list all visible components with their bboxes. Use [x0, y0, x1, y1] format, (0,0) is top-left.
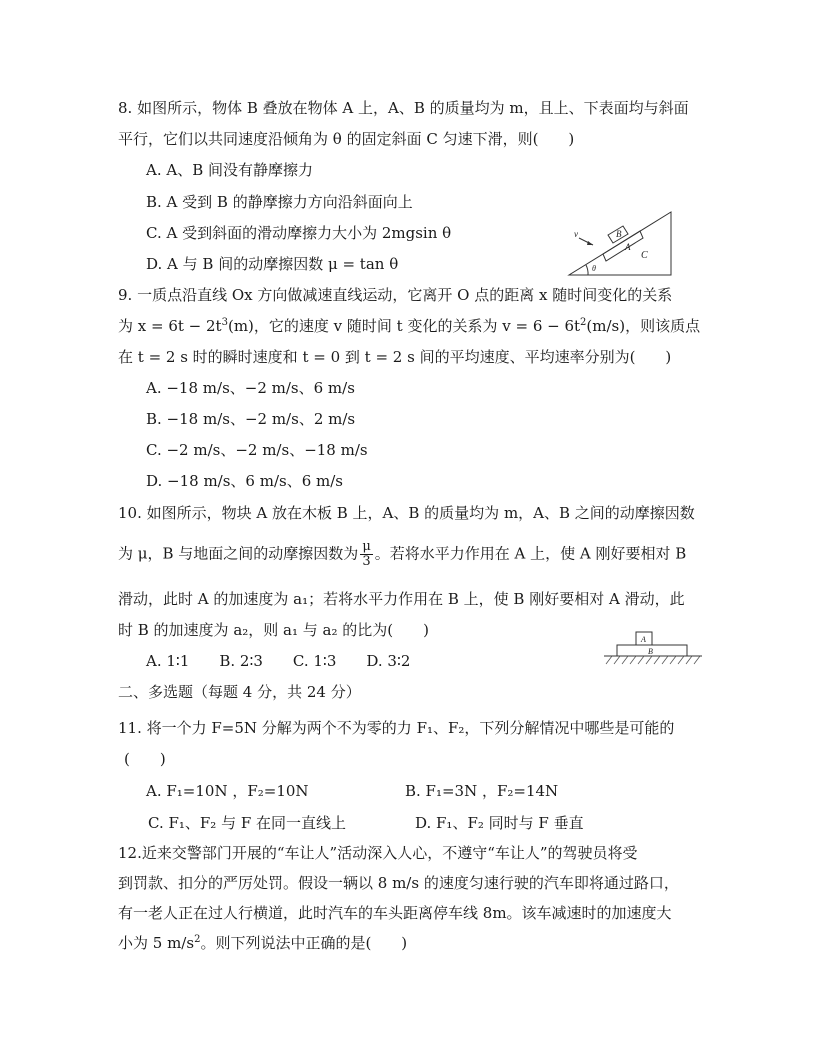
q9-line2-part3: (m/s)，则该质点 — [586, 317, 701, 335]
q11-stem-line1: 11. 将一个力 F=5N 分解为两个不为零的力 F₁、F₂，下列分解情况中哪些是可能的 — [118, 719, 675, 737]
incline-figure — [566, 200, 676, 280]
q12-stem-line4 — [118, 933, 407, 953]
q11-option-a: A. F₁=10N ，F₂=10N — [146, 782, 309, 800]
incline-c-label: C — [641, 250, 648, 261]
section-heading-multiple-choice: 二、多选题（每题 4 分，共 24 分） — [118, 683, 361, 701]
q11-option-d: D. F₁、F₂ 同时与 F 垂直 — [415, 814, 584, 832]
q12-stem-line1: 12.近来交警部门开展的“车让人”活动深入人心，不遵守“车让人”的驾驶员将受 — [118, 844, 638, 862]
q9-stem-line3: 在 t = 2 s 时的瞬时速度和 t = 0 到 t = 2 s 间的平均速度、平均速率分别为( ) — [118, 348, 672, 366]
q10-stem-line3: 滑动，此时 A 的加速度为 a₁；若将水平力作用在 B 上，使 B 刚好要相对 A 滑动，此 — [118, 590, 685, 608]
q9-option-a: A. −18 m/s、−2 m/s、6 m/s — [146, 379, 355, 397]
q9-option-b: B. −18 m/s、−2 m/s、2 m/s — [146, 410, 356, 428]
q10-line2-part1: 为 μ，B 与地面之间的动摩擦因数为 — [118, 544, 359, 563]
q11-stem-line2: ( ) — [124, 750, 166, 768]
q11-option-b: B. F₁=3N ，F₂=14N — [405, 782, 559, 800]
q9-line2-part1: 为 x = 6t − 2t — [118, 317, 222, 335]
q8-option-a: A. A、B 间没有静摩擦力 — [146, 161, 313, 179]
q12-line4-exp: 2 — [194, 934, 201, 945]
q8-option-d: D. A 与 B 间的动摩擦因数 μ = tan θ — [146, 255, 399, 273]
q9-line2-exp2: 2 — [580, 317, 587, 328]
velocity-label: v — [574, 229, 578, 239]
block-a-label: A — [641, 635, 646, 644]
q9-line2-exp1: 3 — [221, 317, 228, 328]
q9-stem-line1: 9. 一质点沿直线 Ox 方向做减速直线运动，它离开 O 点的距离 x 随时间变化的关系 — [118, 286, 673, 304]
q9-stem-line2 — [118, 316, 700, 336]
board-block-figure — [602, 628, 704, 670]
q9-option-c: C. −2 m/s、−2 m/s、−18 m/s — [146, 441, 368, 459]
block-b-label: B — [616, 229, 622, 239]
q8-option-c: C. A 受到斜面的滑动摩擦力大小为 2mgsin θ — [146, 224, 452, 242]
theta-label: θ — [592, 264, 596, 273]
mu-over-3-fraction — [360, 540, 372, 569]
q10-line2-part2: 。若将水平力作用在 A 上，使 A 刚好要相对 B — [374, 544, 687, 563]
q9-option-d: D. −18 m/s、6 m/s、6 m/s — [146, 472, 343, 490]
q10-stem-line2 — [118, 540, 686, 569]
board-b-label: B — [648, 647, 653, 656]
block-a-label: A — [625, 242, 631, 252]
q12-stem-line2: 到罚款、扣分的严厉处罚。假设一辆以 8 m/s 的速度匀速行驶的汽车即将通过路口， — [118, 874, 679, 892]
q8-option-b: B. A 受到 B 的静摩擦力方向沿斜面向上 — [146, 193, 413, 211]
q10-options: A. 1∶1 B. 2∶3 C. 1∶3 D. 3∶2 — [146, 652, 411, 670]
q12-line4-part2: 。则下列说法中正确的是( ) — [200, 934, 408, 952]
q12-stem-line3: 有一老人正在过人行横道，此时汽车的车头距离停车线 8m。该车减速时的加速度大 — [118, 904, 672, 922]
q10-stem-line1: 10. 如图所示，物块 A 放在木板 B 上，A、B 的质量均为 m，A、B 之间的动摩擦因数 — [118, 504, 695, 522]
q8-stem-line1: 8. 如图所示，物体 B 叠放在物体 A 上，A、B 的质量均为 m，且上、下表面均与斜面 — [118, 99, 689, 117]
q11-option-c: C. F₁、F₂ 与 F 在同一直线上 — [148, 814, 347, 832]
q9-line2-part2: (m)，它的速度 v 随时间 t 变化的关系为 v = 6 − 6t — [227, 317, 581, 335]
q8-stem-line2: 平行，它们以共同速度沿倾角为 θ 的固定斜面 C 匀速下滑，则( ) — [118, 130, 575, 148]
fraction-denominator: 3 — [362, 554, 371, 569]
fraction-numerator: μ — [362, 539, 371, 554]
q12-line4-part1: 小为 5 m/s — [118, 934, 195, 952]
q10-stem-line4: 时 B 的加速度为 a₂，则 a₁ 与 a₂ 的比为( ) — [118, 621, 429, 639]
